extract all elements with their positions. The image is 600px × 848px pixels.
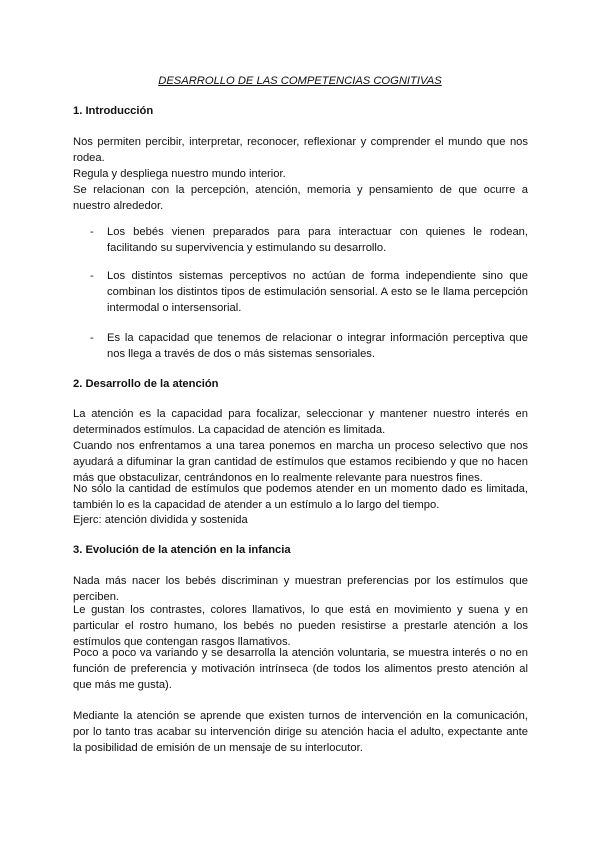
section-heading-evolucion-atencion: 3. Evolución de la atención en la infancia [73,544,291,556]
list-item [90,268,528,316]
paragraph: Le gustan los contrastes, colores llamativos, lo que está en movimiento y suena y en particular el rostro humano, los bebés no pueden resistirse a prestarle atención a los estímulos que contengan rasgos llamativos. [73,604,528,648]
section-heading-introduccion: 1. Introducción [73,105,154,117]
paragraph: Nada más nacer los bebés discriminan y muestran preferencias por los estímulos que perciben. [73,575,528,603]
list-item-text: Los bebés vienen preparados para para interactuar con quienes le rodean, facilitando su supervivencia y estimulando su desarrollo. [107,226,528,254]
paragraph: Cuando nos enfrentamos a una tarea ponemos en marcha un proceso selectivo que nos ayudará a difuminar la gran cantidad de estímulos que estamos recibiendo y que no hacen más que obstaculizar, centrándonos en lo realmente relevante para nuestros fines. [73,440,528,484]
list-item-text: Es la capacidad que tenemos de relacionar o integrar información perceptiva que nos llega a través de dos o más sistemas sensoriales. [107,332,528,360]
document-title: DESARROLLO DE LAS COMPETENCIAS COGNITIVAS [158,75,442,87]
list-item [90,330,528,362]
paragraph: Regula y despliega nuestro mundo interior. [73,168,286,180]
paragraph: Nos permiten percibir, interpretar, reconocer, reflexionar y comprender el mundo que nos rodea. [73,136,528,164]
paragraph: Ejerc: atención dividida y sostenida [73,514,248,526]
bullet-dash: - [90,332,94,344]
list-item-text: Los distintos sistemas perceptivos no actúan de forma independiente sino que combinan los distintos tipos de estimulación sensorial. A esto se le llama percepción intermodal o intersensorial. [107,270,528,314]
list-item [90,224,528,256]
section-heading-desarrollo-atencion: 2. Desarrollo de la atención [73,378,219,390]
bullet-dash: - [90,226,94,238]
paragraph: Poco a poco va variando y se desarrolla la atención voluntaria, se muestra interés o no en función de preferencia y motivación intrínseca (de todos los alimentos presto atención al que más me gusta). [73,647,528,691]
paragraph: Mediante la atención se aprende que existen turnos de intervención en la comunicación, por lo tanto tras acabar su intervención dirige su atención hacia el adulto, expectante ante la posibilidad de emisión de un mensaje de su interlocutor. [73,710,528,754]
paragraph: No sólo la cantidad de estímulos que podemos atender en un momento dado es limitada, también lo es la capacidad de atender a un estímulo a lo largo del tiempo. [73,483,528,511]
paragraph: Se relacionan con la percepción, atención, memoria y pensamiento de que ocurre a nuestro alrededor. [73,184,528,212]
paragraph: La atención es la capacidad para focalizar, seleccionar y mantener nuestro interés en determinados estímulos. La capacidad de atención es limitada. [73,408,528,436]
bullet-dash: - [90,270,94,282]
